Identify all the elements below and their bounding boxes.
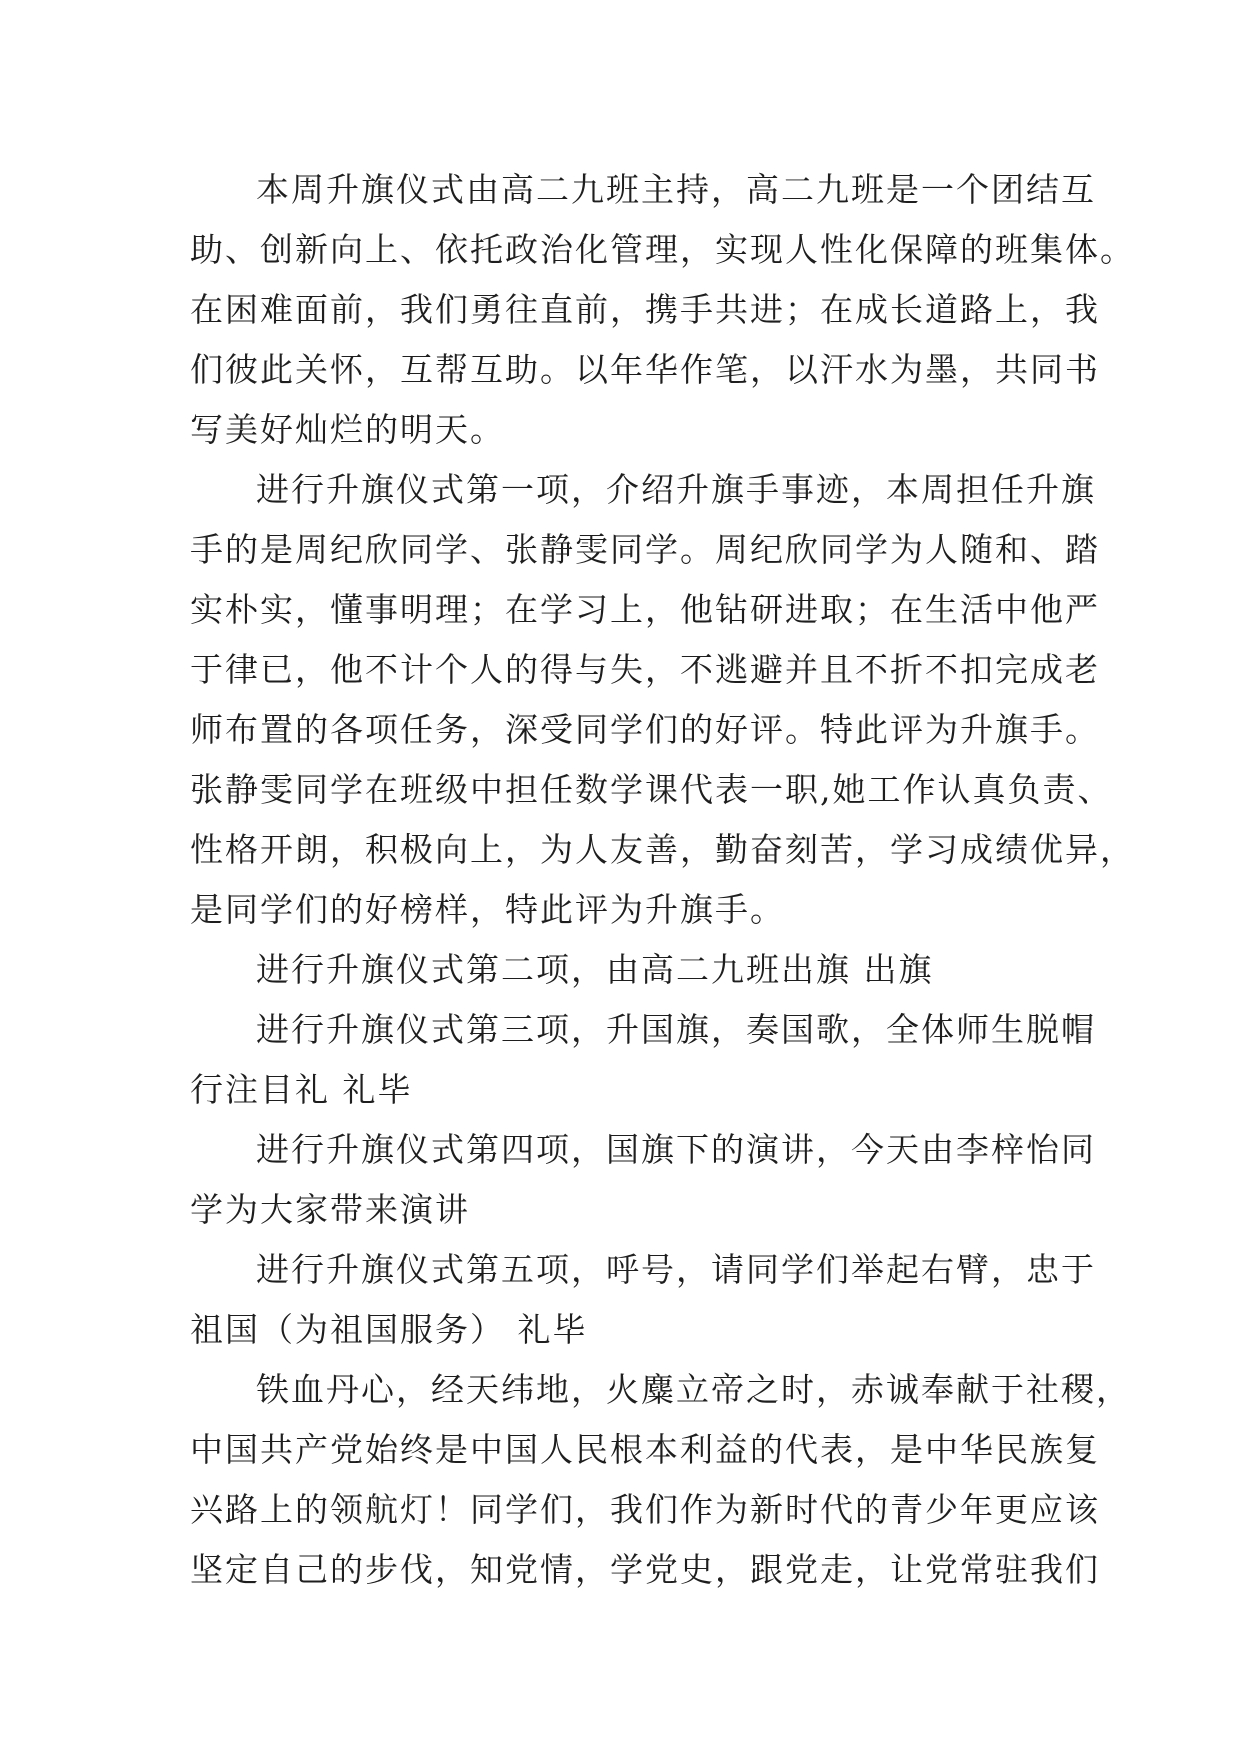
text-line: 在困难面前，我们勇往直前，携手共进；在成长道路上，我 [190,290,1100,329]
text-line: 坚定自己的步伐，知党情，学党史，跟党走，让党常驻我们 [190,1550,1100,1589]
text-line: 进行升旗仪式第四项，国旗下的演讲，今天由李梓怡同 [256,1130,1096,1169]
text-line: 师布置的各项任务，深受同学们的好评。特此评为升旗手。 [190,710,1100,749]
text-line: 兴路上的领航灯！同学们，我们作为新时代的青少年更应该 [190,1490,1100,1529]
text-line: 铁血丹心，经天纬地，火麋立帝之时，赤诚奉献于社稷， [256,1370,1131,1409]
text-line: 进行升旗仪式第三项，升国旗，奏国歌，全体师生脱帽 [256,1010,1096,1049]
document-body [190,160,1135,1600]
text-line: 实朴实，懂事明理；在学习上，他钻研进取；在生活中他严 [190,590,1100,629]
text-line: 手的是周纪欣同学、张静雯同学。周纪欣同学为人随和、踏 [190,530,1100,569]
text-line: 助、创新向上、依托政治化管理，实现人性化保障的班集体。 [190,230,1135,269]
text-line: 写美好灿烂的明天。 [190,410,505,449]
text-line: 学为大家带来演讲 [190,1190,470,1229]
text-line: 性格开朗，积极向上，为人友善，勤奋刻苦，学习成绩优异， [190,830,1135,869]
text-line: 是同学们的好榜样，特此评为升旗手。 [190,890,785,929]
text-line: 于律已，他不计个人的得与失，不逃避并且不折不扣完成老 [190,650,1100,689]
text-line: 张静雯同学在班级中担任数学课代表一职,她工作认真负责、 [190,770,1113,809]
text-line: 中国共产党始终是中国人民根本利益的代表，是中华民族复 [190,1430,1100,1469]
text-line: 进行升旗仪式第一项，介绍升旗手事迹，本周担任升旗 [256,470,1096,509]
text-line: 祖国（为祖国服务） 礼毕 [190,1310,588,1349]
text-line: 们彼此关怀，互帮互助。以年华作笔，以汗水为墨，共同书 [190,350,1100,389]
text-line: 进行升旗仪式第五项，呼号，请同学们举起右臂，忠于 [256,1250,1096,1289]
text-line: 本周升旗仪式由高二九班主持，高二九班是一个团结互 [256,170,1096,209]
text-line: 进行升旗仪式第二项，由高二九班出旗 出旗 [256,950,934,989]
text-line: 行注目礼 礼毕 [190,1070,413,1109]
